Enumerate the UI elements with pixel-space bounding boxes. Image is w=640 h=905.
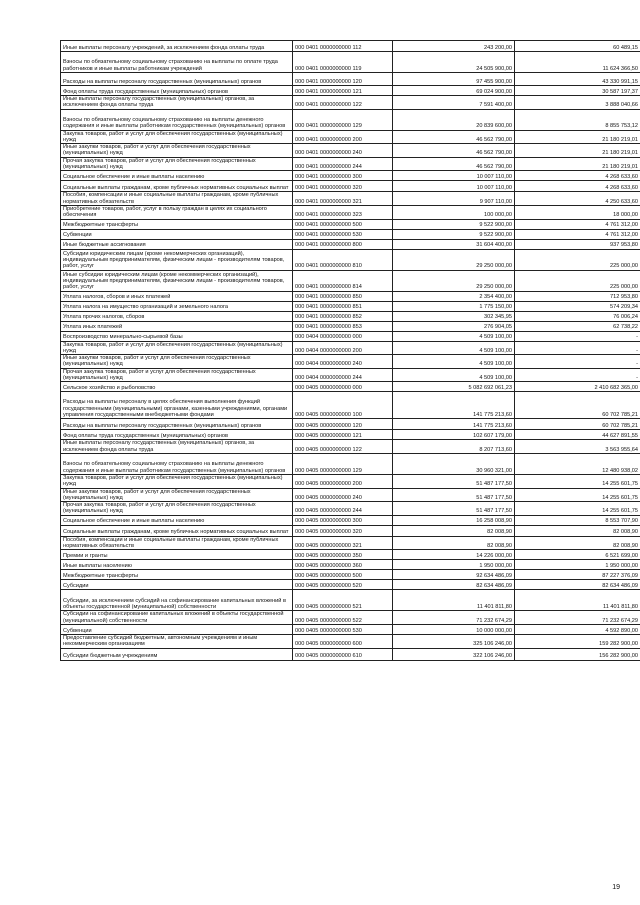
table-row — [61, 525, 640, 536]
row-fact-cell: 76 006,24 — [515, 311, 640, 321]
row-name-cell: Фонд оплаты труда государственных (муниципальных) органов — [61, 430, 293, 440]
table-row — [61, 392, 640, 419]
row-plan-cell: 16 258 008,90 — [393, 515, 515, 525]
row-code-cell: 000 0405 0000000000 360 — [293, 560, 393, 570]
row-name-cell: Прочая закупка товаров, работ и услуг для обеспечения государственных (муниципальных) нужд — [61, 157, 293, 171]
row-plan-cell: 1 950 000,00 — [393, 560, 515, 570]
table-row — [61, 440, 640, 454]
row-code-cell: 000 0405 0000000000 522 — [293, 611, 393, 625]
table-row — [61, 560, 640, 570]
row-name-cell: Субвенции — [61, 624, 293, 634]
row-name-cell: Пособия, компенсации и иные социальные выплаты гражданам, кроме публичных нормативных обязательств — [61, 536, 293, 550]
row-code-cell: 000 0404 0000000000 200 — [293, 341, 393, 355]
row-code-cell: 000 0401 0000000000 112 — [293, 41, 393, 52]
row-name-cell: Закупка товаров, работ и услуг для обеспечения государственных (муниципальных) нужд — [61, 341, 293, 355]
row-plan-cell: 14 226 000,00 — [393, 550, 515, 560]
row-code-cell: 000 0405 0000000000 500 — [293, 570, 393, 580]
row-fact-cell: 4 250 633,60 — [515, 192, 640, 206]
row-plan-cell: 29 250 000,00 — [393, 270, 515, 291]
table-row — [61, 73, 640, 86]
row-fact-cell: 4 761 312,00 — [515, 219, 640, 229]
row-name-cell: Сельское хозяйство и рыболовство — [61, 382, 293, 392]
row-code-cell: 000 0405 0000000000 121 — [293, 430, 393, 440]
row-name-cell: Фонд оплаты труда государственных (муниципальных) органов — [61, 86, 293, 96]
row-plan-cell: 100 000,00 — [393, 205, 515, 219]
table-row — [61, 181, 640, 192]
row-name-cell: Воспроизводство минерально-сырьевой базы — [61, 331, 293, 341]
row-fact-cell: 82 008,90 — [515, 525, 640, 536]
row-plan-cell: 24 505 900,00 — [393, 52, 515, 73]
row-plan-cell: 1 775 150,00 — [393, 301, 515, 311]
row-code-cell: 000 0401 0000000000 122 — [293, 96, 393, 110]
row-code-cell: 000 0401 0000000000 320 — [293, 181, 393, 192]
row-fact-cell: 225 000,00 — [515, 270, 640, 291]
row-name-cell: Закупка товаров, работ и услуг для обеспечения государственных (муниципальных) нужд — [61, 474, 293, 488]
table-row — [61, 157, 640, 171]
row-plan-cell: 97 455 900,00 — [393, 73, 515, 86]
row-fact-cell: 44 627 891,55 — [515, 430, 640, 440]
row-fact-cell: 4 592 890,00 — [515, 624, 640, 634]
row-fact-cell: 71 232 674,29 — [515, 611, 640, 625]
table-row — [61, 171, 640, 181]
row-plan-cell: 141 775 213,60 — [393, 392, 515, 419]
table-row — [61, 488, 640, 502]
table-row — [61, 580, 640, 590]
row-plan-cell: 11 401 811,80 — [393, 590, 515, 611]
row-plan-cell: 9 907 110,00 — [393, 192, 515, 206]
row-plan-cell: 51 487 177,50 — [393, 502, 515, 516]
row-code-cell: 000 0404 0000000000 244 — [293, 368, 393, 382]
row-plan-cell: 29 250 000,00 — [393, 249, 515, 270]
row-name-cell: Субвенции — [61, 229, 293, 239]
row-code-cell: 000 0401 0000000000 323 — [293, 205, 393, 219]
row-code-cell: 000 0401 0000000000 814 — [293, 270, 393, 291]
row-plan-cell: 71 232 674,29 — [393, 611, 515, 625]
row-name-cell: Межбюджетные трансферты — [61, 570, 293, 580]
table-row — [61, 86, 640, 96]
row-name-cell: Уплата прочих налогов, сборов — [61, 311, 293, 321]
row-plan-cell: 31 604 400,00 — [393, 239, 515, 249]
row-fact-cell: 60 489,15 — [515, 41, 640, 52]
row-fact-cell: 11 624 366,50 — [515, 52, 640, 73]
table-row — [61, 624, 640, 634]
row-fact-cell: 4 268 633,60 — [515, 171, 640, 181]
table-row — [61, 570, 640, 580]
table-row — [61, 109, 640, 130]
row-plan-cell: 46 562 790,00 — [393, 130, 515, 144]
row-fact-cell: 11 401 811,80 — [515, 590, 640, 611]
table-row — [61, 130, 640, 144]
table-row — [61, 311, 640, 321]
table-row — [61, 419, 640, 430]
table-row — [61, 368, 640, 382]
row-code-cell: 000 0401 0000000000 119 — [293, 52, 393, 73]
table-row — [61, 355, 640, 369]
row-code-cell: 000 0401 0000000000 120 — [293, 73, 393, 86]
table-body — [61, 41, 640, 661]
row-code-cell: 000 0401 0000000000 500 — [293, 219, 393, 229]
row-plan-cell: 82 008,90 — [393, 525, 515, 536]
row-plan-cell: 276 904,05 — [393, 321, 515, 331]
row-name-cell: Уплата иных платежей — [61, 321, 293, 331]
table-row — [61, 229, 640, 239]
row-name-cell: Прочая закупка товаров, работ и услуг для обеспечения государственных (муниципальных) нужд — [61, 502, 293, 516]
row-fact-cell: - — [515, 368, 640, 382]
row-code-cell: 000 0405 0000000000 610 — [293, 648, 393, 660]
row-plan-cell: 5 082 692 061,23 — [393, 382, 515, 392]
row-name-cell: Социальное обеспечение и иные выплаты населению — [61, 171, 293, 181]
table-row — [61, 536, 640, 550]
row-name-cell: Уплата налога на имущество организаций и земельного налога — [61, 301, 293, 311]
row-plan-cell: 10 007 110,00 — [393, 171, 515, 181]
table-row — [61, 474, 640, 488]
row-plan-cell: 82 008,90 — [393, 536, 515, 550]
row-plan-cell: 102 607 179,00 — [393, 430, 515, 440]
row-plan-cell: 302 345,95 — [393, 311, 515, 321]
row-plan-cell: 4 509 100,00 — [393, 368, 515, 382]
row-fact-cell: 14 255 601,75 — [515, 488, 640, 502]
row-plan-cell: 141 775 213,60 — [393, 419, 515, 430]
table-row — [61, 249, 640, 270]
row-name-cell: Пособия, компенсации и иные социальные выплаты гражданам, кроме публичных нормативных обязательств — [61, 192, 293, 206]
row-code-cell: 000 0401 0000000000 800 — [293, 239, 393, 249]
row-code-cell: 000 0405 0000000000 240 — [293, 488, 393, 502]
row-code-cell: 000 0405 0000000000 350 — [293, 550, 393, 560]
row-name-cell: Уплата налогов, сборов и иных платежей — [61, 291, 293, 301]
row-fact-cell: 21 180 219,01 — [515, 130, 640, 144]
row-plan-cell: 243 200,00 — [393, 41, 515, 52]
row-code-cell: 000 0401 0000000000 850 — [293, 291, 393, 301]
table-row — [61, 291, 640, 301]
table-row — [61, 502, 640, 516]
row-name-cell: Расходы на выплаты персоналу в целях обеспечения выполнения функций государственными (муниципальными) органами, казенными учреждениями, органами управления государственными внебюджетными фондами — [61, 392, 293, 419]
row-name-cell: Расходы на выплаты персоналу государственных (муниципальных) органов — [61, 73, 293, 86]
row-fact-cell: 4 761 312,00 — [515, 229, 640, 239]
table-row — [61, 590, 640, 611]
row-code-cell: 000 0404 0000000000 000 — [293, 331, 393, 341]
row-name-cell: Иные субсидии юридическим лицам (кроме некоммерческих организаций), индивидуальным предпринимателям, физическим лицам - производителям товаров, работ, услуг — [61, 270, 293, 291]
row-code-cell: 000 0401 0000000000 240 — [293, 144, 393, 158]
row-name-cell: Социальное обеспечение и иные выплаты населению — [61, 515, 293, 525]
row-code-cell: 000 0401 0000000000 810 — [293, 249, 393, 270]
row-code-cell: 000 0401 0000000000 244 — [293, 157, 393, 171]
row-fact-cell: 60 702 785,21 — [515, 392, 640, 419]
row-fact-cell: 60 702 785,21 — [515, 419, 640, 430]
row-plan-cell: 51 487 177,50 — [393, 488, 515, 502]
row-name-cell: Социальные выплаты гражданам, кроме публичных нормативных социальных выплат — [61, 181, 293, 192]
row-code-cell: 000 0401 0000000000 300 — [293, 171, 393, 181]
row-code-cell: 000 0401 0000000000 851 — [293, 301, 393, 311]
row-plan-cell: 7 591 400,00 — [393, 96, 515, 110]
row-plan-cell: 69 024 900,00 — [393, 86, 515, 96]
row-code-cell: 000 0405 0000000000 200 — [293, 474, 393, 488]
row-name-cell: Взносы по обязательному социальному страхованию на выплаты денежного содержания и иные выплаты работникам государственных (муниципальных) органов — [61, 453, 293, 474]
table-row — [61, 648, 640, 660]
row-plan-cell: 92 634 486,09 — [393, 570, 515, 580]
table-row — [61, 341, 640, 355]
row-name-cell: Субсидии юридическим лицам (кроме некоммерческих организаций), индивидуальным предпринимателям, физическим лицам - производителям товаров, работ, услуг — [61, 249, 293, 270]
table-row — [61, 301, 640, 311]
row-plan-cell: 325 106 246,00 — [393, 634, 515, 648]
table-row — [61, 144, 640, 158]
row-code-cell: 000 0405 0000000000 600 — [293, 634, 393, 648]
row-code-cell: 000 0405 0000000000 000 — [293, 382, 393, 392]
row-fact-cell: 1 950 000,00 — [515, 560, 640, 570]
row-code-cell: 000 0401 0000000000 129 — [293, 109, 393, 130]
row-fact-cell: 159 282 900,00 — [515, 634, 640, 648]
row-fact-cell: - — [515, 331, 640, 341]
row-name-cell: Субсидии бюджетным учреждениям — [61, 648, 293, 660]
table-row — [61, 205, 640, 219]
row-name-cell: Иные закупки товаров, работ и услуг для обеспечения государственных (муниципальных) нужд — [61, 488, 293, 502]
row-code-cell: 000 0405 0000000000 244 — [293, 502, 393, 516]
row-fact-cell: 574 209,34 — [515, 301, 640, 311]
row-fact-cell: 12 480 938,02 — [515, 453, 640, 474]
row-fact-cell: - — [515, 355, 640, 369]
row-fact-cell: 14 255 601,75 — [515, 474, 640, 488]
row-name-cell: Иные закупки товаров, работ и услуг для обеспечения государственных (муниципальных) нужд — [61, 355, 293, 369]
table-row — [61, 41, 640, 52]
row-fact-cell: 4 268 633,60 — [515, 181, 640, 192]
table-row — [61, 634, 640, 648]
row-code-cell: 000 0401 0000000000 200 — [293, 130, 393, 144]
table-row — [61, 331, 640, 341]
row-name-cell: Предоставление субсидий бюджетным, автономным учреждениям и иным некоммерческим организациям — [61, 634, 293, 648]
row-plan-cell: 4 509 100,00 — [393, 341, 515, 355]
row-code-cell: 000 0405 0000000000 520 — [293, 580, 393, 590]
row-name-cell: Закупка товаров, работ и услуг для обеспечения государственных (муниципальных) нужд — [61, 130, 293, 144]
row-plan-cell: 10 000 000,00 — [393, 624, 515, 634]
table-row — [61, 382, 640, 392]
row-code-cell: 000 0405 0000000000 320 — [293, 525, 393, 536]
row-code-cell: 000 0405 0000000000 521 — [293, 590, 393, 611]
table-row — [61, 219, 640, 229]
row-fact-cell: 3 563 955,64 — [515, 440, 640, 454]
row-name-cell: Социальные выплаты гражданам, кроме публичных нормативных социальных выплат — [61, 525, 293, 536]
row-name-cell: Премии и гранты — [61, 550, 293, 560]
row-name-cell: Взносы по обязательному социальному страхованию на выплаты по оплате труда работников и иные выплаты работникам учреждений — [61, 52, 293, 73]
row-plan-cell: 4 509 100,00 — [393, 355, 515, 369]
row-fact-cell: 3 888 040,66 — [515, 96, 640, 110]
row-fact-cell: 937 953,80 — [515, 239, 640, 249]
row-code-cell: 000 0401 0000000000 852 — [293, 311, 393, 321]
table-row — [61, 192, 640, 206]
table-row — [61, 96, 640, 110]
row-fact-cell: 62 738,22 — [515, 321, 640, 331]
row-fact-cell: 30 587 197,37 — [515, 86, 640, 96]
table-row — [61, 239, 640, 249]
row-code-cell: 000 0405 0000000000 129 — [293, 453, 393, 474]
row-name-cell: Приобретение товаров, работ, услуг в пользу граждан в целях их социального обеспечения — [61, 205, 293, 219]
row-fact-cell: 43 330 991,15 — [515, 73, 640, 86]
row-fact-cell: 712 953,80 — [515, 291, 640, 301]
row-plan-cell: 9 522 900,00 — [393, 219, 515, 229]
row-name-cell: Иные выплаты населению — [61, 560, 293, 570]
table-row — [61, 453, 640, 474]
row-fact-cell: - — [515, 341, 640, 355]
table-row — [61, 430, 640, 440]
table-row — [61, 321, 640, 331]
row-code-cell: 000 0401 0000000000 530 — [293, 229, 393, 239]
row-fact-cell: 18 000,00 — [515, 205, 640, 219]
row-fact-cell: 8 855 753,12 — [515, 109, 640, 130]
row-fact-cell: 82 008,90 — [515, 536, 640, 550]
row-plan-cell: 2 354 400,00 — [393, 291, 515, 301]
row-name-cell: Субсидии — [61, 580, 293, 590]
row-name-cell: Прочая закупка товаров, работ и услуг для обеспечения государственных (муниципальных) нужд — [61, 368, 293, 382]
row-fact-cell: 82 634 486,09 — [515, 580, 640, 590]
row-fact-cell: 21 180 219,01 — [515, 157, 640, 171]
table-row — [61, 611, 640, 625]
row-fact-cell: 14 255 601,75 — [515, 502, 640, 516]
row-name-cell: Иные закупки товаров, работ и услуг для обеспечения государственных (муниципальных) нужд — [61, 144, 293, 158]
row-code-cell: 000 0401 0000000000 121 — [293, 86, 393, 96]
row-plan-cell: 20 839 600,00 — [393, 109, 515, 130]
row-name-cell: Субсидии, за исключением субсидий на софинансирование капитальных вложений в объекты государственной (муниципальной) собственности — [61, 590, 293, 611]
row-plan-cell: 322 106 246,00 — [393, 648, 515, 660]
row-plan-cell: 8 207 713,60 — [393, 440, 515, 454]
row-fact-cell: 87 227 376,09 — [515, 570, 640, 580]
row-name-cell: Взносы по обязательному социальному страхованию на выплаты денежного содержания и иные выплаты работникам государственных (муниципальных) органов — [61, 109, 293, 130]
row-plan-cell: 4 509 100,00 — [393, 331, 515, 341]
row-plan-cell: 82 634 486,09 — [393, 580, 515, 590]
row-code-cell: 000 0405 0000000000 530 — [293, 624, 393, 634]
row-name-cell: Расходы на выплаты персоналу государственных (муниципальных) органов — [61, 419, 293, 430]
row-plan-cell: 10 007 110,00 — [393, 181, 515, 192]
row-fact-cell: 8 553 707,90 — [515, 515, 640, 525]
row-fact-cell: 156 282 900,00 — [515, 648, 640, 660]
row-code-cell: 000 0405 0000000000 120 — [293, 419, 393, 430]
page-number: 19 — [612, 884, 620, 891]
row-plan-cell: 46 562 790,00 — [393, 157, 515, 171]
row-plan-cell: 9 522 900,00 — [393, 229, 515, 239]
row-plan-cell: 30 960 321,00 — [393, 453, 515, 474]
row-fact-cell: 225 000,00 — [515, 249, 640, 270]
row-plan-cell: 46 562 790,00 — [393, 144, 515, 158]
table-row — [61, 52, 640, 73]
row-code-cell: 000 0404 0000000000 240 — [293, 355, 393, 369]
row-fact-cell: 2 410 682 365,00 — [515, 382, 640, 392]
table-row — [61, 550, 640, 560]
row-code-cell: 000 0401 0000000000 853 — [293, 321, 393, 331]
table-row — [61, 270, 640, 291]
row-code-cell: 000 0405 0000000000 321 — [293, 536, 393, 550]
row-name-cell: Иные бюджетные ассигнования — [61, 239, 293, 249]
budget-expenditure-table — [60, 40, 640, 661]
row-name-cell: Иные выплаты персоналу государственных (муниципальных) органов, за исключением фонда оплаты труда — [61, 440, 293, 454]
row-name-cell: Иные выплаты персоналу учреждений, за исключением фонда оплаты труда — [61, 41, 293, 52]
row-fact-cell: 6 521 699,00 — [515, 550, 640, 560]
row-plan-cell: 51 487 177,50 — [393, 474, 515, 488]
table-row — [61, 515, 640, 525]
row-code-cell: 000 0405 0000000000 300 — [293, 515, 393, 525]
row-code-cell: 000 0405 0000000000 122 — [293, 440, 393, 454]
row-code-cell: 000 0401 0000000000 321 — [293, 192, 393, 206]
row-name-cell: Межбюджетные трансферты — [61, 219, 293, 229]
row-name-cell: Субсидии на софинансирование капитальных вложений в объекты государственной (муниципальной) собственности — [61, 611, 293, 625]
row-code-cell: 000 0405 0000000000 100 — [293, 392, 393, 419]
row-fact-cell: 21 180 219,01 — [515, 144, 640, 158]
row-name-cell: Иные выплаты персоналу государственных (муниципальных) органов, за исключением фонда оплаты труда — [61, 96, 293, 110]
